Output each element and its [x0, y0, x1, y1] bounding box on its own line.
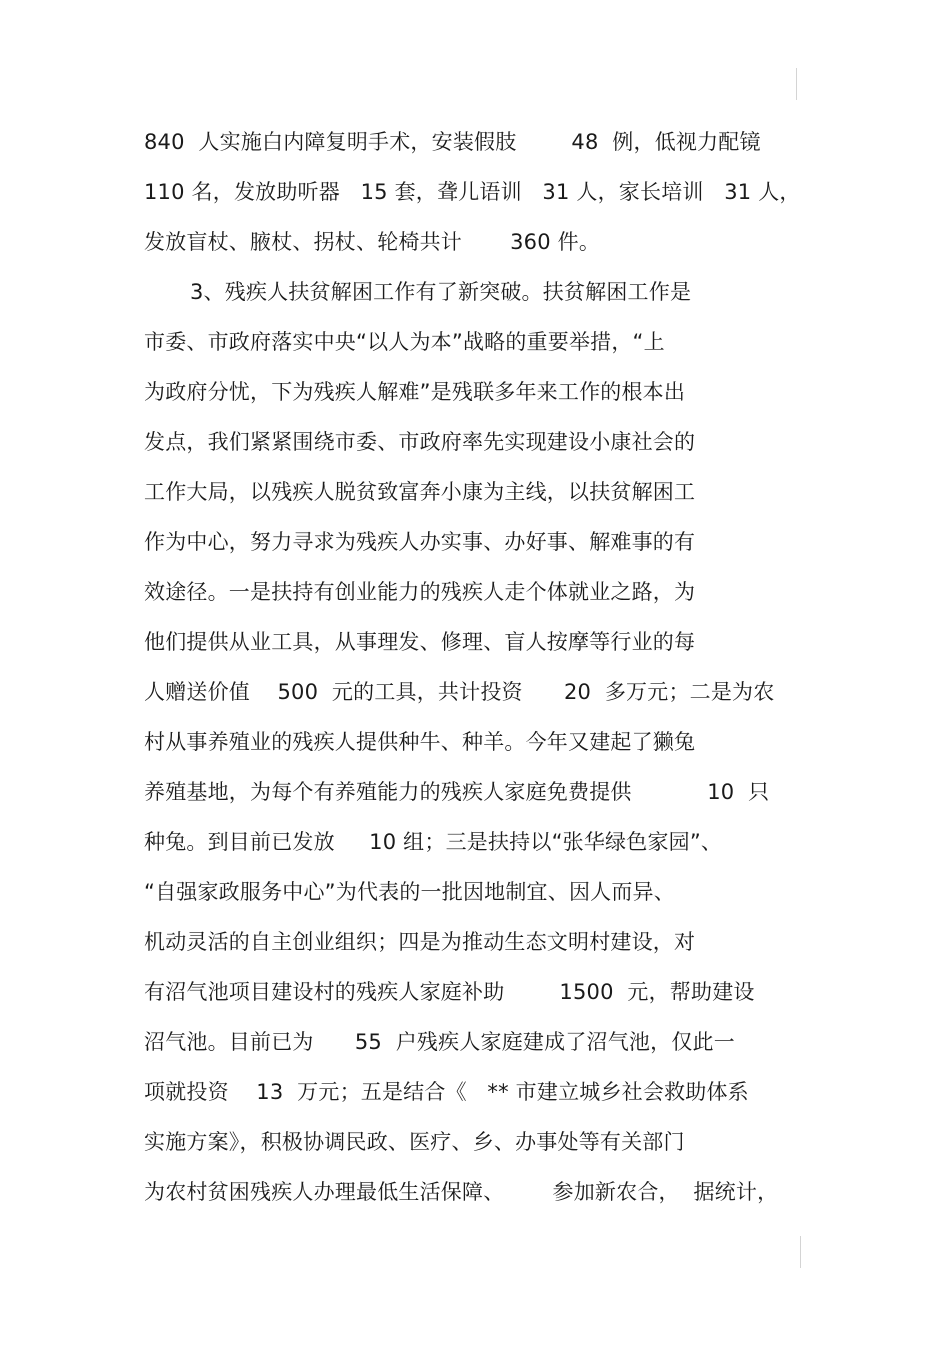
text-line: 他们提供从业工具，从事理发、修理、盲人按摩等行业的每: [144, 630, 696, 654]
text-line: 村从事养殖业的残疾人提供种牛、种羊。今年又建起了獭兔: [144, 730, 696, 754]
text-line: 发点，我们紧紧围绕市委、市政府率先实现建设小康社会的: [144, 430, 696, 454]
text-line: 发放盲杖、腋杖、拐杖、轮椅共计 360 件。: [144, 230, 601, 254]
text-line: 效途径。一是扶持有创业能力的残疾人走个体就业之路，为: [144, 580, 696, 604]
text-line: 实施方案》，积极协调民政、医疗、乡、办事处等有关部门: [144, 1130, 685, 1154]
text-line: 110 名，发放助听器 15 套，聋儿语训 31 人，家长培训 31 人，: [144, 180, 801, 204]
body-text: [144, 122, 844, 1222]
text-line: 为农村贫困残疾人办理最低生活保障、 参加新农合， 据统计，: [144, 1180, 779, 1204]
text-line: 种兔。到目前已发放 10 组；三是扶持以“张华绿色家园”、: [144, 830, 723, 854]
text-line: 人赠送价值 500 元的工具，共计投资 20 多万元；二是为农: [144, 680, 775, 704]
text-line: 作为中心，努力寻求为残疾人办实事、办好事、解难事的有: [144, 530, 696, 554]
text-line: 有沼气池项目建设村的残疾人家庭补助 1500 元，帮助建设: [144, 980, 755, 1004]
text-line: “自强家政服务中心”为代表的一批因地制宜、因人而异、: [144, 880, 675, 904]
text-line: 工作大局，以残疾人脱贫致富奔小康为主线，以扶贫解困工: [144, 480, 696, 504]
page-corner-mark-bottom: [800, 1236, 801, 1268]
paragraph-heading-line: 3、残疾人扶贫解困工作有了新突破。扶贫解困工作是: [190, 280, 692, 304]
page-corner-mark-top: [796, 68, 797, 100]
text-line: 项就投资 13 万元；五是结合《 ** 市建立城乡社会救助体系: [144, 1080, 749, 1104]
text-line: 养殖基地，为每个有养殖能力的残疾人家庭免费提供 10 只: [144, 780, 770, 804]
text-line: 沼气池。目前已为 55 户残疾人家庭建成了沼气池，仅此一: [144, 1030, 735, 1054]
text-line: 市委、市政府落实中央“以人为本”战略的重要举措，“上: [144, 330, 665, 354]
text-line: 840 人实施白内障复明手术，安装假肢 48 例，低视力配镜: [144, 130, 761, 154]
text-line: 机动灵活的自主创业组织；四是为推动生态文明村建设，对: [144, 930, 696, 954]
text-line: 为政府分忧，下为残疾人解难”是残联多年来工作的根本出: [144, 380, 686, 404]
